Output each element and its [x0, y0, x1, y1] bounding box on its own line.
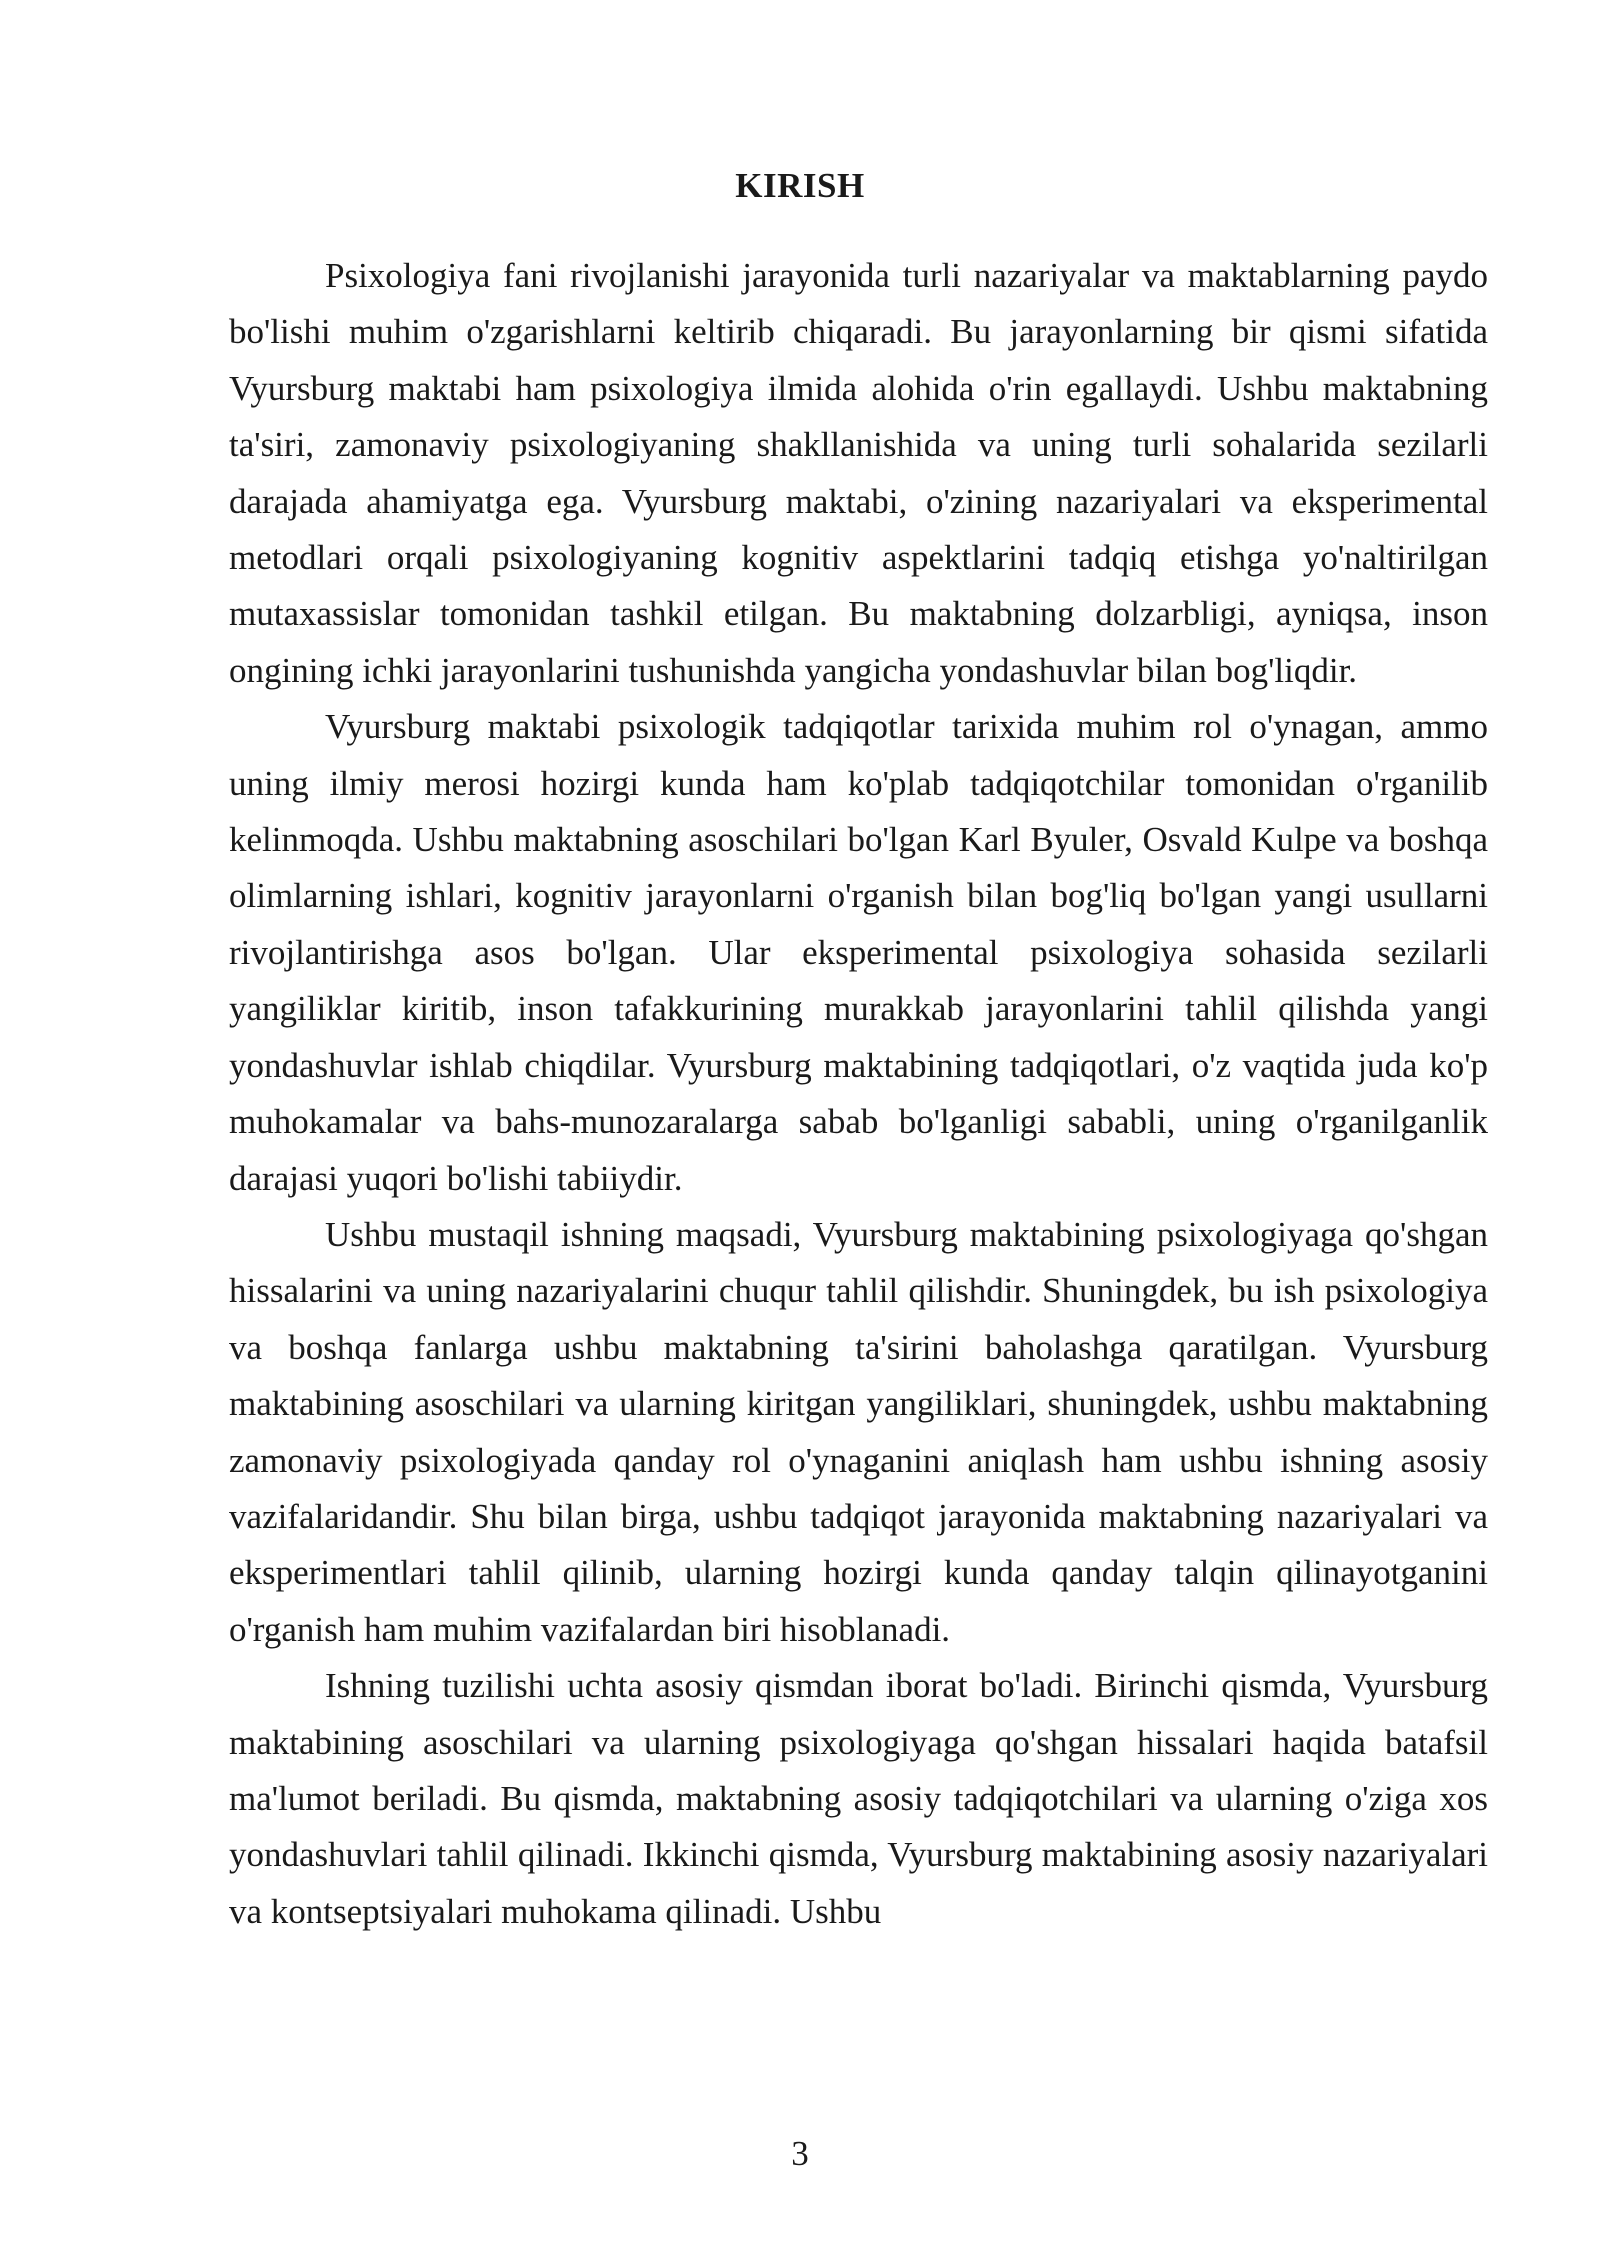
paragraph-4: Ishning tuzilishi uchta asosiy qismdan iborat bo'ladi. Birinchi qismda, Vyursburg maktabining asoschilari va ularning psixologiyaga qo'shgan hissalari haqida batafsil ma'lumot beriladi. Bu qismda, maktabning asosiy tadqiqotchilari va ularning o'ziga xos yondashuvlari tahlil qilinadi. Ikkinchi qismda, Vyursburg maktabining asosiy nazariyalari va kontseptsiyalari muhokama qilinadi. Ushbu: [229, 1666, 1488, 1931]
document-body: [229, 248, 1488, 1940]
paragraph-1: Psixologiya fani rivojlanishi jarayonida turli nazariyalar va maktablarning paydo bo'lishi muhim o'zgarishlarni keltirib chiqaradi. Bu jarayonlarning bir qismi sifatida Vyursburg maktabi ham psixologiya ilmida alohida o'rin egallaydi. Ushbu maktabning ta'siri, zamonaviy psixologiyaning shakllanishida va uning turli sohalarida sezilarli darajada ahamiyatga ega. Vyursburg maktabi, o'zining nazariyalari va eksperimental metodlari orqali psixologiyaning kognitiv aspektlarini tadqiq etishga yo'naltirilgan mutaxassislar tomonidan tashkil etilgan. Bu maktabning dolzarbligi, ayniqsa, inson ongining ichki jarayonlarini tushunishda yangicha yondashuvlar bilan bog'liqdir.: [229, 256, 1488, 690]
paragraph-3: Ushbu mustaqil ishning maqsadi, Vyursburg maktabining psixologiyaga qo'shgan hissalarini va uning nazariyalarini chuqur tahlil qilishdir. Shuningdek, bu ish psixologiya va boshqa fanlarga ushbu maktabning ta'sirini baholashga qaratilgan. Vyursburg maktabining asoschilari va ularning kiritgan yangiliklari, shuningdek, ushbu maktabning zamonaviy psixologiyada qanday rol o'ynaganini aniqlash ham ushbu ishning asosiy vazifalaridandir. Shu bilan birga, ushbu tadqiqot jarayonida maktabning nazariyalari va eksperimentlari tahlil qilinib, ularning hozirgi kunda qanday talqin qilinayotganini o'rganish ham muhim vazifalardan biri hisoblanadi.: [229, 1214, 1488, 1649]
paragraph-2: Vyursburg maktabi psixologik tadqiqotlar tarixida muhim rol o'ynagan, ammo uning ilmiy merosi hozirgi kunda ham ko'plab tadqiqotchilar tomonidan o'rganilib kelinmoqda. Ushbu maktabning asoschilari bo'lgan Karl Byuler, Osvald Kulpe va boshqa olimlarning ishlari, kognitiv jarayonlarni o'rganish bilan bog'liq bo'lgan yangi usullarni rivojlantirishga asos bo'lgan. Ular eksperimental psixologiya sohasida sezilarli yangiliklar kiritib, inson tafakkurining murakkab jarayonlarini tahlil qilishda yangi yondashuvlar ishlab chiqdilar. Vyursburg maktabining tadqiqotlari, o'z vaqtida juda ko'p muhokamalar va bahs-munozaralarga sabab bo'lganligi sababli, uning o'rganilganlik darajasi yuqori bo'lishi tabiiydir.: [229, 707, 1488, 1198]
page-title: KIRISH: [735, 166, 865, 205]
page-number: 3: [791, 2134, 809, 2173]
